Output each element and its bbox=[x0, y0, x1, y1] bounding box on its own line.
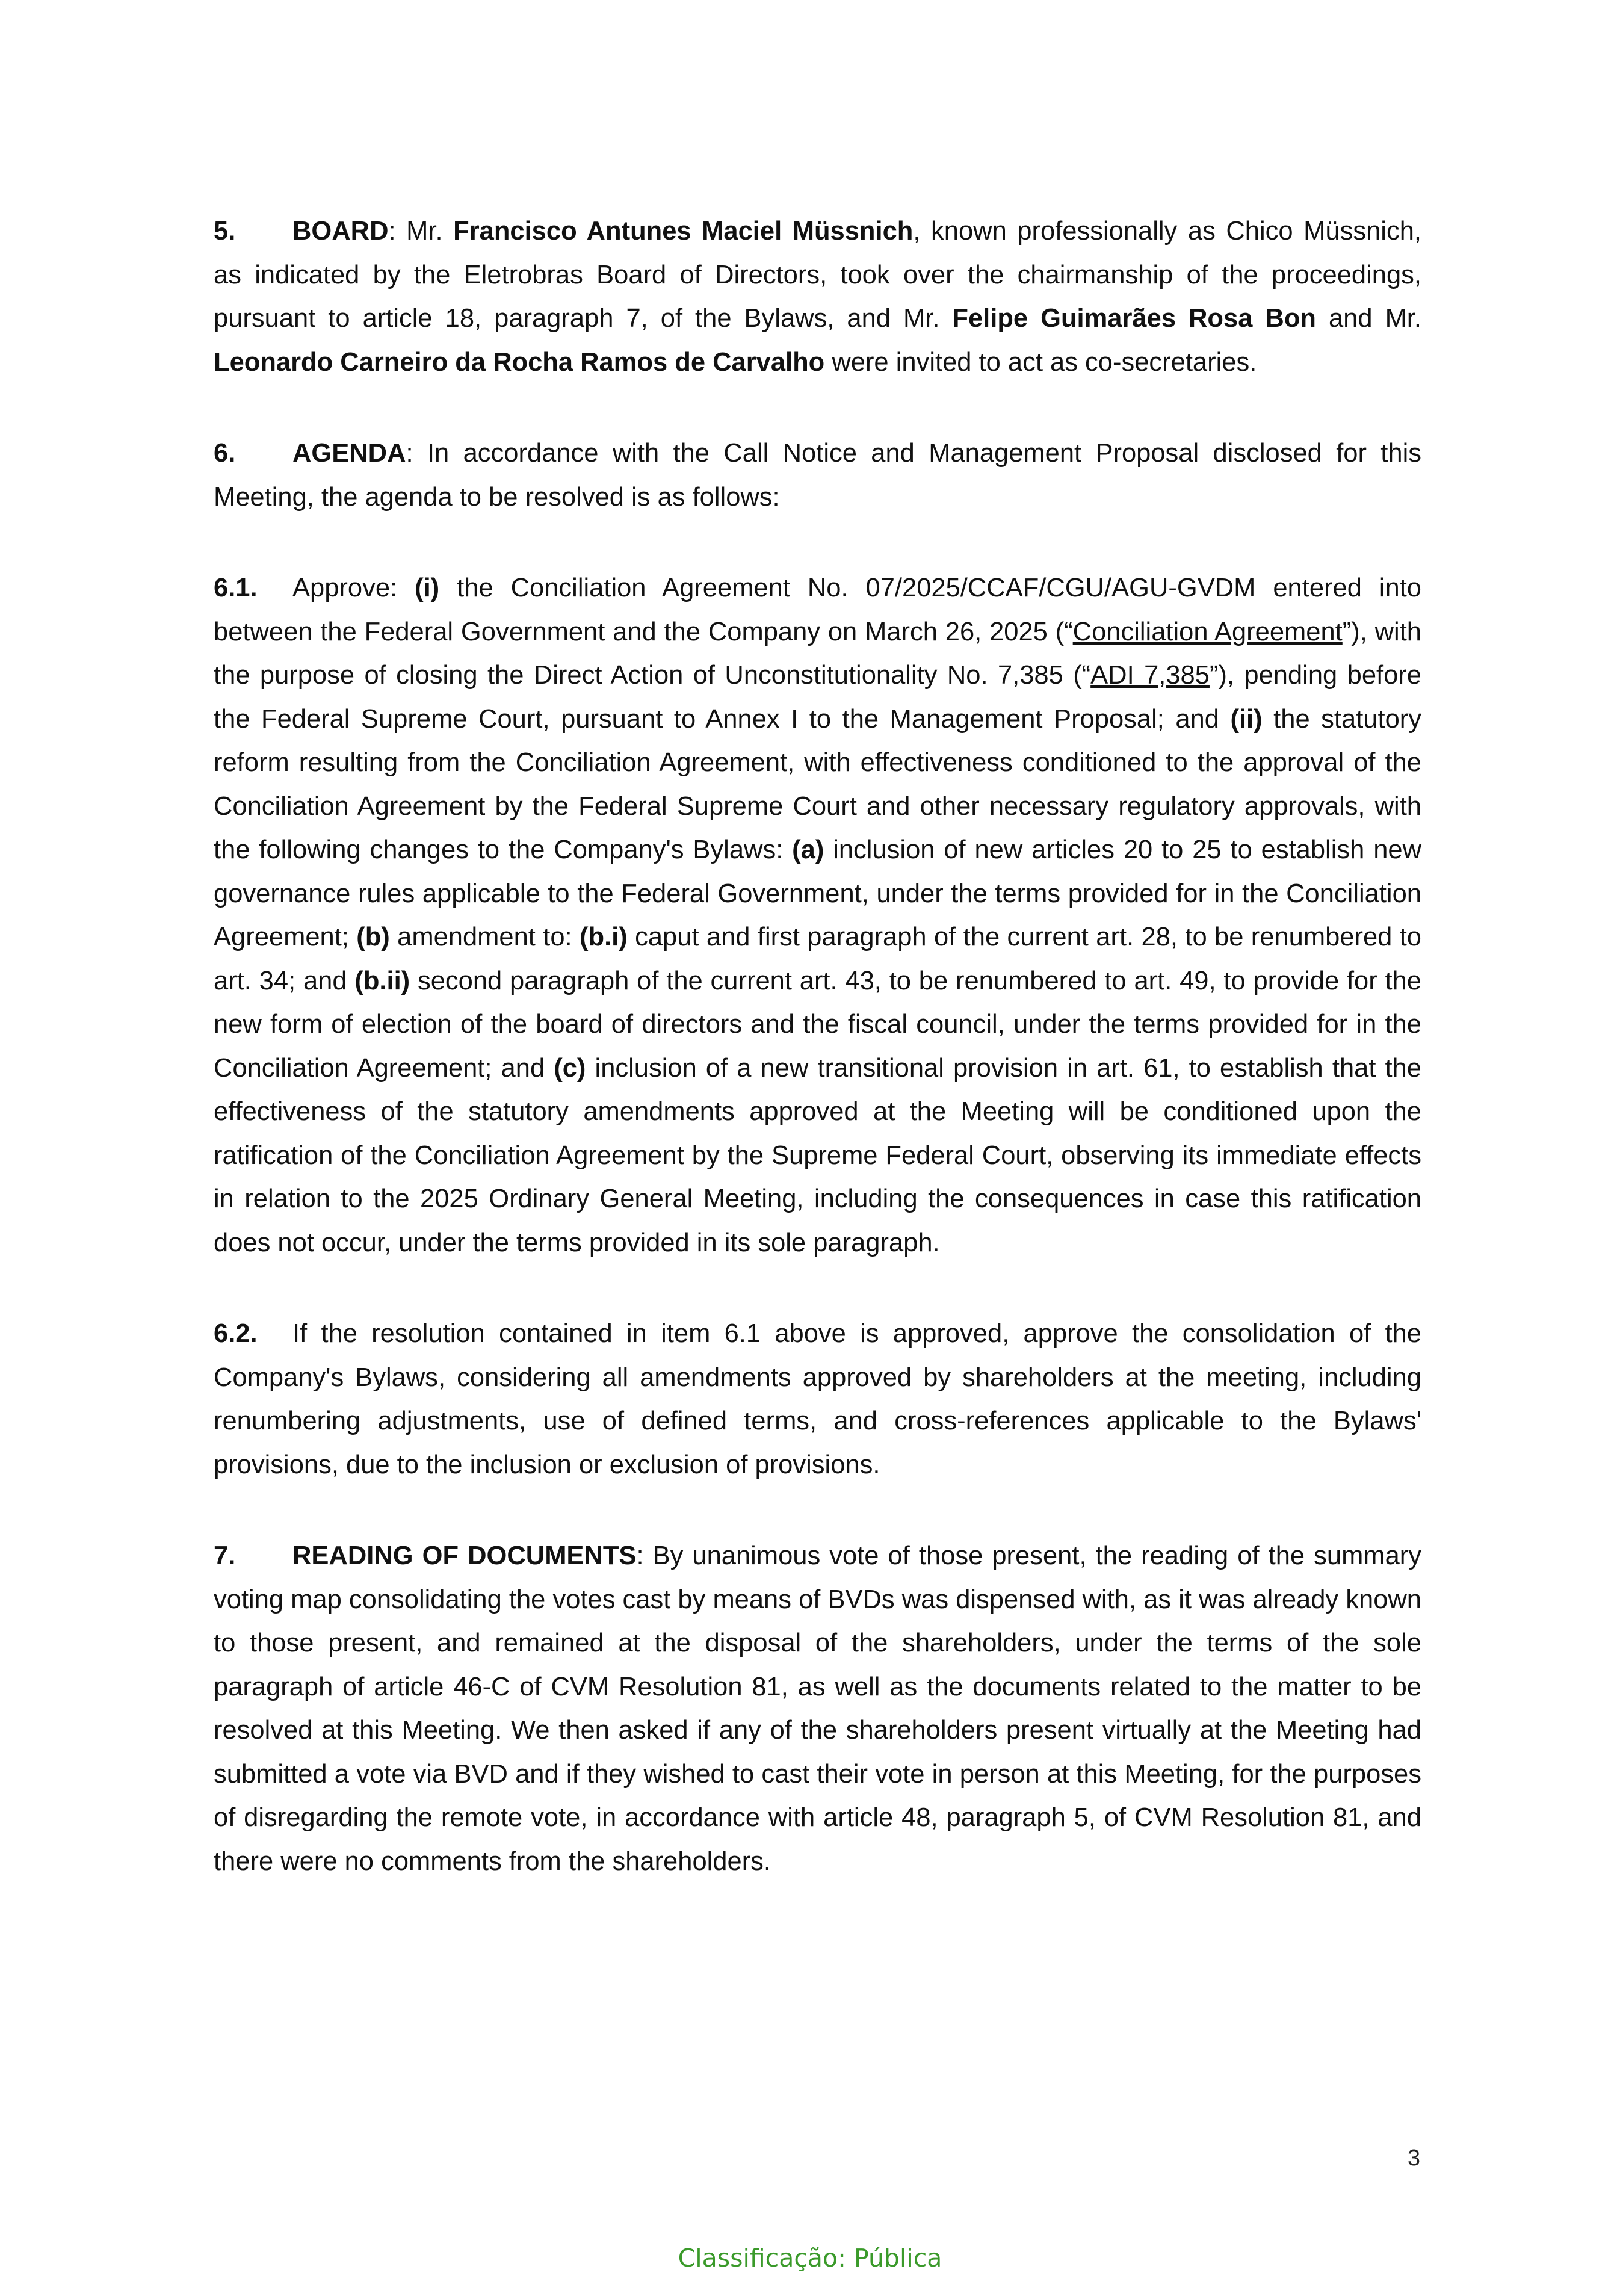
section-text: ”), pending before the Federal Supreme Court, pursuant to Annex I to the Management Proposal; and bbox=[214, 661, 1421, 734]
document-body bbox=[214, 209, 1421, 1931]
section-text: the Conciliation Agreement No. 07/2025/CCAF/CGU/AGU-GVDM entered into between the Federal Government and the Company on March 26, 2025 (“ bbox=[214, 574, 1422, 646]
section-text: second paragraph of the current art. 43, to be renumbered to art. 49, to provide for the new form of election of the board of directors and the fiscal council, under the terms provided for in the Conciliation Agreement; and bbox=[214, 966, 1421, 1083]
page-number: 3 bbox=[1407, 2146, 1420, 2171]
item-marker: (i) bbox=[415, 574, 440, 602]
section-text: inclusion of new articles 20 to 25 to establish new governance rules applicable to the Federal Government, under the terms provided for in the Conciliation Agreement; bbox=[214, 835, 1421, 952]
section-heading: AGENDA bbox=[292, 439, 406, 468]
defined-term: Conciliation Agreement bbox=[1072, 617, 1343, 646]
section-text: caput and first paragraph of the current art. 28, to be renumbered to art. 34; and bbox=[214, 923, 1421, 995]
defined-term: ADI 7,385 bbox=[1090, 661, 1210, 690]
section-text: : Mr. bbox=[388, 217, 454, 246]
section-text: the statutory reform resulting from the Conciliation Agreement, with effectiveness conditioned to the approval of the Conciliation Agreement by the Federal Supreme Court and other necessary regulatory approvals, with the following changes to the Company's Bylaws: bbox=[214, 704, 1422, 864]
section-text: inclusion of a new transitional provision in art. 61, to establish that the effectiveness of the statutory amendments approved at the Meeting will be conditioned upon the ratification of the Conciliation Agreement by the Supreme Federal Court, observing its immediate effects in relation to the 2025 Ordinary General Meeting, including the consequences in case this ratification does not occur, under the terms provided in its sole paragraph. bbox=[214, 1053, 1421, 1257]
section-number: 5. bbox=[214, 217, 236, 246]
section-6-agenda bbox=[214, 432, 1421, 519]
item-marker: (ii) bbox=[1230, 704, 1263, 734]
section-7-reading-of-documents bbox=[214, 1534, 1421, 1883]
section-6-1-item bbox=[214, 566, 1421, 1264]
section-text: were invited to act as co-secretaries. bbox=[824, 347, 1257, 377]
section-number: 6.1. bbox=[214, 574, 258, 602]
section-number: 7. bbox=[214, 1541, 236, 1570]
section-text: ”), with the purpose of closing the Direct Action of Unconstitutionality No. 7,385 (“ bbox=[214, 617, 1421, 690]
chairman-name: Francisco Antunes Maciel Müssnich bbox=[453, 217, 914, 246]
section-text: Approve: bbox=[292, 574, 415, 602]
section-6-2-item bbox=[214, 1312, 1421, 1487]
section-text: If the resolution contained in item 6.1 above is approved, approve the consolidation of the Company's Bylaws, considering all amendments approved by shareholders at the meeting, including renumbering adjustments, use of defined terms, and cross-references applicable to the Bylaws' provisions, due to the inclusion or exclusion of provisions. bbox=[214, 1319, 1421, 1479]
item-marker: (b.ii) bbox=[354, 966, 410, 995]
classification-label: Classificação: Pública bbox=[678, 2244, 942, 2273]
section-text: amendment to: bbox=[389, 923, 580, 952]
section-heading: READING OF DOCUMENTS bbox=[292, 1541, 637, 1570]
item-marker: (b) bbox=[356, 923, 390, 952]
item-marker: (c) bbox=[554, 1053, 586, 1083]
co-secretary-name: Leonardo Carneiro da Rocha Ramos de Carvalho bbox=[214, 347, 825, 377]
section-text: : By unanimous vote of those present, the reading of the summary voting map consolidating the votes cast by means of BVDs was dispensed with, as it was already known to those present, and remained at the disposal of the shareholders, under the terms of the sole paragraph of article 46-C of CVM Resolution 81, as well as the documents related to the matter to be resolved at this Meeting. We then asked if any of the shareholders present virtually at the Meeting had submitted a vote via BVD and if they wished to cast their vote in person at this Meeting, for the purposes of disregarding the remote vote, in accordance with article 48, paragraph 5, of CVM Resolution 81, and there were no comments from the shareholders. bbox=[214, 1541, 1422, 1876]
section-number: 6.2. bbox=[214, 1319, 258, 1348]
section-heading: BOARD bbox=[292, 217, 389, 246]
item-marker: (a) bbox=[792, 835, 824, 864]
section-text: : In accordance with the Call Notice and Management Proposal disclosed for this Meeting, the agenda to be resolved is as follows: bbox=[214, 439, 1421, 512]
item-marker: (b.i) bbox=[580, 923, 628, 952]
section-5-board bbox=[214, 209, 1421, 384]
section-text: and Mr. bbox=[1315, 304, 1421, 333]
co-secretary-name: Felipe Guimarães Rosa Bon bbox=[952, 304, 1316, 333]
section-text: , known professionally as Chico Müssnich, as indicated by the Eletrobras Board of Directors, took over the chairmanship of the proceedings, pursuant to article 18, paragraph 7, of the Bylaws, and Mr. bbox=[214, 217, 1421, 333]
section-number: 6. bbox=[214, 439, 236, 468]
